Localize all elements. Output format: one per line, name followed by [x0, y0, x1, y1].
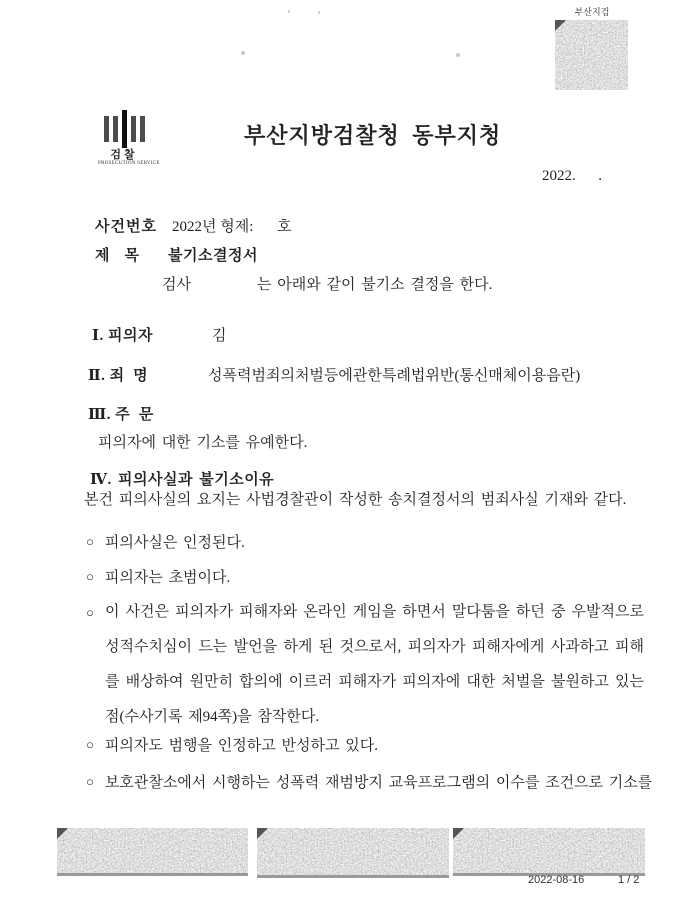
fold-corner-mark — [555, 20, 566, 31]
scan-speck — [241, 51, 245, 55]
reason-item-text: 보호관찰소에서 시행하는 성폭력 재범방지 교육프로그램의 이수를 조건으로 기소를 — [104, 775, 653, 791]
reason-item — [86, 765, 652, 801]
logo-korean-text: 검찰 — [110, 149, 138, 161]
case-number-label: 사건번호 — [95, 219, 157, 235]
reason-item-text: 피의사실은 인정된다. — [104, 535, 245, 551]
footer-page-indicator: 1 / 2 — [618, 874, 640, 886]
redacted-stamp-noise — [555, 20, 628, 90]
case-number-value: 2022년 형제: — [172, 219, 254, 235]
circle-bullet-icon: ○ — [86, 534, 94, 549]
reason-item — [86, 595, 644, 735]
suspect-value: 김 — [212, 328, 227, 344]
document-date: 2022. . — [542, 168, 602, 184]
reason-item-text: 이 사건은 피의자가 피해자와 온라인 게임을 하면서 말다툼을 하던 중 우발적으로 성적수치심이 드는 발언을 하게 된 것으로서, 피의자가 피해자에게 사과하고 피해를 배상하여 원만히 합의에 이르러 피해자가 피의자에 대한 처벌을 불원하고 있는 점(수사기록 제94쪽)을 참작한다. — [105, 604, 644, 725]
charge-value: 성폭력범죄의처벌등에관한특례법위반(통신매체이용음란) — [208, 368, 581, 384]
footer-print-date: 2022-08-16 — [528, 874, 585, 886]
prosecutor-label: 검사 — [162, 277, 191, 293]
scan-speck — [288, 10, 290, 13]
fold-corner-mark — [453, 828, 464, 839]
circle-bullet-icon: ○ — [86, 605, 94, 620]
suspect-heading: Ⅰ. 피의자 — [92, 328, 153, 344]
logo-english-text: PROSECUTION SERVICE — [98, 161, 160, 166]
circle-bullet-icon: ○ — [86, 737, 94, 752]
subject-label: 제 목 — [95, 248, 139, 264]
redacted-footer-noise — [453, 828, 645, 876]
scan-speck — [318, 11, 320, 14]
stamp-office-label: 부산지검 — [574, 7, 610, 17]
order-heading: Ⅲ. 주 문 — [88, 407, 154, 423]
document-title: 부산지방검찰청 동부지청 — [244, 123, 502, 148]
reason-item — [86, 728, 378, 764]
order-body: 피의자에 대한 기소를 유예한다. — [98, 435, 308, 451]
case-number-suffix: 호 — [277, 219, 292, 235]
reason-heading: Ⅳ. 피의사실과 불기소이유 — [90, 472, 275, 488]
redacted-footer-noise — [257, 828, 449, 878]
fold-corner-mark — [257, 828, 268, 839]
reason-item-text: 피의자는 초범이다. — [104, 570, 231, 586]
circle-bullet-icon: ○ — [86, 569, 94, 584]
subject-value: 불기소결정서 — [168, 248, 258, 264]
reason-item — [86, 525, 245, 561]
prosecution-service-logo-icon — [98, 110, 160, 167]
circle-bullet-icon: ○ — [86, 774, 94, 789]
decision-statement: 는 아래와 같이 불기소 결정을 한다. — [257, 277, 493, 293]
scan-speck — [456, 53, 460, 57]
reason-intro: 본건 피의사실의 요지는 사법경찰관이 작성한 송치결정서의 범죄사실 기재와 같다. — [84, 492, 627, 508]
reason-item-text: 피의자도 범행을 인정하고 반성하고 있다. — [104, 738, 378, 754]
logo-bars-icon — [98, 110, 150, 148]
fold-corner-mark — [57, 828, 68, 839]
reason-item — [86, 560, 230, 596]
charge-heading: Ⅱ. 죄 명 — [88, 368, 149, 384]
redacted-footer-noise — [57, 828, 248, 876]
